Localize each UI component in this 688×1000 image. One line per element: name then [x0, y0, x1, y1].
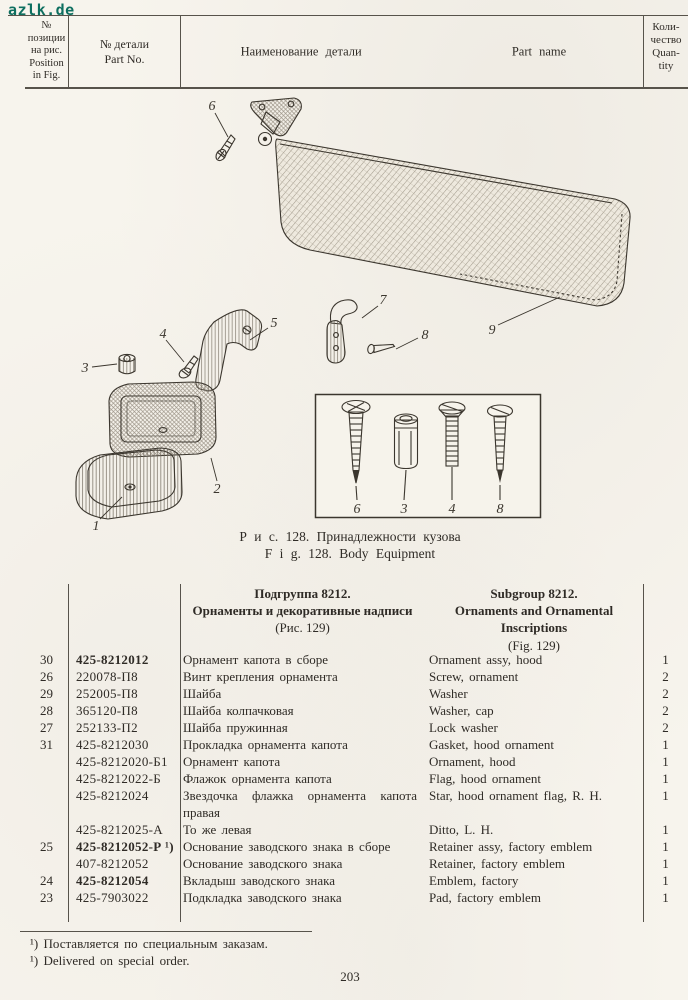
row-quantity: 1 — [662, 873, 669, 888]
header-col-quantity — [643, 16, 688, 87]
nut-3 — [119, 354, 135, 373]
page-number: 203 — [340, 969, 360, 984]
row-part-no: 425-8212052-Р ¹) — [76, 839, 174, 854]
row-part-no: 425-8212025-А — [76, 822, 163, 837]
inset-label-4: 4 — [448, 502, 456, 517]
row-quantity: 1 — [662, 788, 669, 803]
table-row — [25, 770, 688, 787]
row-quantity: 2 — [662, 720, 669, 735]
fastener-inset-box — [316, 395, 541, 518]
row-part-no: 425-8212020-Б1 — [76, 754, 168, 769]
table-row — [25, 872, 688, 889]
table-row — [25, 889, 688, 906]
callout-4: 4 — [159, 327, 167, 342]
header-line: № — [41, 20, 52, 31]
row-name-ru: Флажок орнамента капота — [183, 771, 332, 786]
header-col-position — [25, 16, 68, 87]
row-name-ru: Шайба пружинная — [183, 720, 288, 735]
table-row — [25, 821, 688, 838]
row-position: 31 — [40, 737, 53, 752]
callout-2: 2 — [213, 482, 221, 497]
footnote-ru: ¹) Поставляется по специальным заказам. — [30, 936, 268, 951]
watermark: azlk.de — [8, 1, 75, 19]
row-part-no: 425-8212022-Б — [76, 771, 162, 786]
header-name-en: Part name — [511, 44, 567, 58]
row-part-no: 425-7903022 — [76, 890, 149, 905]
row-name-ru: Шайба — [183, 686, 222, 701]
row-quantity: 1 — [662, 822, 669, 837]
row-name-en: Gasket, hood ornament — [429, 737, 554, 752]
row-name-ru: Прокладка орнамента капота — [183, 737, 348, 752]
table-row — [25, 855, 688, 872]
hook-7 — [327, 300, 357, 363]
row-part-no: 425-8212030 — [76, 737, 149, 752]
row-name-en: Emblem, factory — [429, 873, 519, 888]
callout-8: 8 — [421, 328, 429, 343]
row-name-ru: Подкладка заводского знака — [183, 890, 342, 905]
row-position — [25, 753, 68, 770]
screw-8-loose — [367, 344, 395, 354]
row-quantity: 2 — [662, 669, 669, 684]
row-name-en: Pad, factory emblem — [429, 890, 541, 905]
row-name-ru: Звездочка флажка орнамента капота правая — [183, 788, 417, 820]
row-name-en: Retainer, factory emblem — [429, 856, 565, 871]
row-part-no: 365120-П8 — [76, 703, 138, 718]
subgroup-en-subtitle2: Inscriptions — [500, 620, 568, 635]
header-line: Position — [29, 57, 64, 69]
row-quantity: 1 — [662, 737, 669, 752]
header-line: № детали — [99, 36, 150, 51]
header-name-ru: Наименование детали — [240, 44, 362, 58]
table-row — [25, 753, 688, 770]
row-position — [25, 855, 68, 872]
row-name-en: Washer, cap — [429, 703, 494, 718]
table-row — [25, 787, 688, 821]
row-quantity: 1 — [662, 652, 669, 667]
inset-label-3: 3 — [400, 502, 408, 517]
figure-caption — [60, 529, 640, 562]
row-quantity: 1 — [662, 771, 669, 786]
header-col-name — [180, 16, 643, 87]
row-part-no: 252133-П2 — [76, 720, 138, 735]
row-part-no: 407-8212052 — [76, 856, 149, 871]
header-line: Коли- — [652, 21, 680, 33]
header-line: tity — [658, 60, 674, 72]
row-quantity: 1 — [662, 754, 669, 769]
row-quantity: 2 — [662, 686, 669, 701]
row-position: 26 — [40, 669, 53, 684]
clip-5 — [196, 310, 262, 391]
callout-9: 9 — [488, 323, 496, 338]
screw-6 — [214, 135, 235, 162]
row-part-no: 220078-П8 — [76, 669, 138, 684]
inset-label-6: 6 — [353, 502, 361, 517]
row-position: 29 — [40, 686, 53, 701]
table-row — [25, 685, 688, 702]
figure-caption-ru: Р и с. 128. Принадлежности кузова — [239, 529, 461, 544]
row-name-en: Ornament assy, hood — [429, 652, 543, 667]
row-quantity: 2 — [662, 703, 669, 718]
row-name-en: Lock washer — [429, 720, 498, 735]
subgroup-en-figref: (Fig. 129) — [508, 638, 560, 653]
callout-7: 7 — [379, 293, 387, 308]
bezel-2 — [109, 382, 216, 457]
table-row — [25, 719, 688, 736]
header-line: Part No. — [104, 51, 145, 66]
row-position: 27 — [40, 720, 53, 735]
footnote-en: ¹) Delivered on special order. — [30, 953, 190, 968]
row-name-en: Screw, ornament — [429, 669, 519, 684]
row-name-en: Retainer assy, factory emblem — [429, 839, 593, 854]
row-name-en: Ornament, hood — [429, 754, 516, 769]
subgroup-en-title: Subgroup 8212. — [490, 586, 578, 601]
row-position: 25 — [40, 839, 53, 854]
row-position: 30 — [40, 652, 53, 667]
row-name-ru: Винт крепления орнамента — [183, 669, 338, 684]
row-name-en: Washer — [429, 686, 468, 701]
table-row — [25, 651, 688, 668]
row-position: 23 — [40, 890, 53, 905]
row-part-no: 425-8212012 — [76, 652, 149, 667]
table-row — [25, 838, 688, 855]
row-name-ru: Основание заводского знака в сборе — [183, 839, 391, 854]
row-position — [25, 821, 68, 838]
header-line: чество — [650, 34, 682, 46]
row-position: 24 — [40, 873, 53, 888]
callout-1: 1 — [92, 519, 100, 534]
footnote-rule — [20, 931, 312, 932]
row-name-ru: Орнамент капота — [183, 754, 281, 769]
callout-5: 5 — [270, 316, 278, 331]
subgroup-ru-title: Подгруппа 8212. — [254, 586, 351, 601]
row-name-en: Flag, hood ornament — [429, 771, 541, 786]
screw-4 — [177, 356, 198, 380]
row-name-ru: То же левая — [183, 822, 252, 837]
figure-caption-en: F i g. 128. Body Equipment — [264, 545, 436, 561]
callout-6: 6 — [208, 99, 216, 114]
header-line: на рис. — [30, 45, 63, 57]
header-line: позиции — [27, 32, 66, 44]
row-part-no: 252005-П8 — [76, 686, 138, 701]
row-position — [25, 787, 68, 821]
table-row — [25, 668, 688, 685]
row-quantity: 1 — [662, 856, 669, 871]
row-quantity: 1 — [662, 839, 669, 854]
row-name-ru: Орнамент капота в сборе — [183, 652, 329, 667]
sun-visor — [276, 139, 630, 306]
row-position: 28 — [40, 703, 53, 718]
row-position — [25, 770, 68, 787]
header-line: in Fig. — [32, 70, 61, 82]
subgroup-en-subtitle: Ornaments and Ornamental — [454, 603, 614, 618]
table-header — [25, 16, 688, 89]
tray-1 — [76, 448, 182, 519]
figure-128-illustration — [0, 90, 688, 568]
table-row — [25, 736, 688, 753]
row-part-no: 425-8212054 — [76, 873, 149, 888]
subgroup-ru-figref: (Рис. 129) — [275, 620, 330, 635]
table-row — [25, 702, 688, 719]
row-part-no: 425-8212024 — [76, 788, 149, 803]
header-col-part-no — [68, 16, 180, 87]
parts-table-rows — [25, 651, 688, 906]
row-quantity: 1 — [662, 890, 669, 905]
row-name-en: Ditto, L. H. — [429, 822, 494, 837]
subgroup-heading-en — [425, 585, 643, 654]
visor-bracket — [251, 98, 302, 146]
subgroup-heading-ru — [180, 585, 425, 636]
subgroup-ru-subtitle: Орнаменты и декоративные надписи — [192, 603, 413, 618]
row-name-en: Star, hood ornament flag, R. H. — [429, 788, 603, 803]
inset-label-8: 8 — [496, 502, 504, 517]
header-line: Quan- — [652, 47, 680, 59]
row-name-ru: Вкладыш заводского знака — [183, 873, 335, 888]
row-name-ru: Шайба колпачковая — [183, 703, 294, 718]
row-name-ru: Основание заводского знака — [183, 856, 343, 871]
callout-3: 3 — [81, 361, 89, 376]
